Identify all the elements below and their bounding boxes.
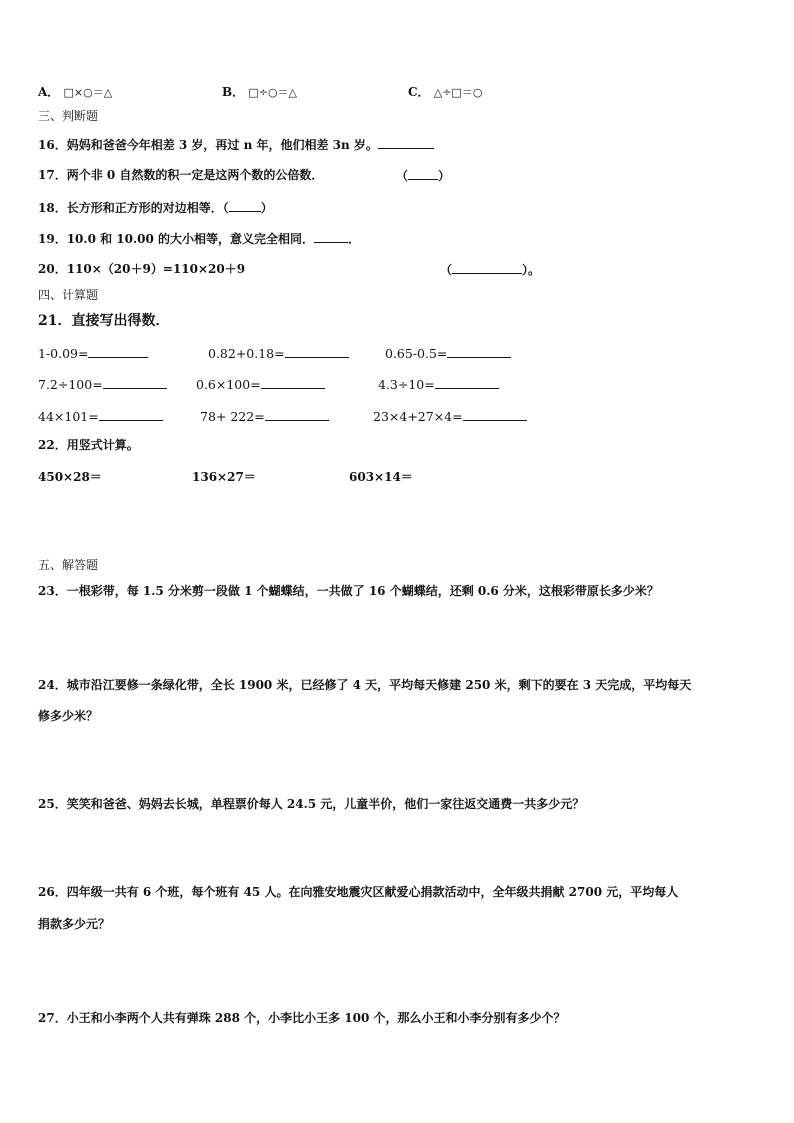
answer-blank[interactable] [285,345,349,358]
calc-item [38,376,167,393]
question-16-text: 16．妈妈和爸爸今年相差 3 岁，再过 n 年，他们相差 3n 岁。 [38,138,378,152]
answer-blank[interactable] [452,261,522,274]
calc-item [385,345,511,362]
option-c-expression: △÷□＝○ [433,86,483,99]
question-25: 25．笑笑和爸爸、妈妈去长城，单程票价每人 24.5 元，儿童半价，他们一家往返交通费一共多少元？ [38,797,585,811]
question-24-line-2: 修多少米？ [38,709,99,723]
calc-expression: 7.2÷100= [38,377,103,392]
calc-expression: 4.3÷10= [378,377,435,392]
option-b-letter: B． [222,85,245,99]
answer-blank[interactable] [88,345,148,358]
open-paren: （ [440,263,453,277]
question-20-text: 20．110×（20＋9）=110×20＋9 [38,262,246,276]
question-20 [38,261,245,277]
answer-blank[interactable] [378,136,434,149]
question-26-line-2: 捐款多少元？ [38,917,111,931]
calc-item [38,345,148,362]
section-3-title: 三、判断题 [38,109,99,123]
section-5-title: 五、解答题 [38,558,99,572]
calc-item [378,376,499,393]
option-a-letter: A． [38,85,60,99]
question-26-line-1: 26．四年级一共有 6 个班，每个班有 45 人。在向雅安地震灾区献爱心捐款活动中，全年级共捐献 2700 元，平均每人 [38,885,679,899]
answer-blank[interactable] [435,376,499,389]
calc-expression: 0.6×100= [196,377,261,392]
calc-item [373,408,527,425]
vertical-calc-item: 450×28＝ [38,470,102,484]
question-17 [38,167,323,183]
question-21-title: 21．直接写出得数． [38,313,170,329]
question-17-text: 17．两个非 0 自然数的积一定是这两个数的公倍数． [38,168,324,182]
calc-expression: 44×101= [38,409,99,424]
calc-expression: 0.82+0.18= [208,346,285,361]
question-24-line-1: 24．城市沿江要修一条绿化带，全长 1900 米，已经修了 4 天，平均每天修建 250 米，剩下的要在 3 天完成，平均每天 [38,678,692,692]
answer-blank[interactable] [103,376,167,389]
question-27: 27．小王和小李两个人共有弹珠 288 个，小李比小王多 100 个，那么小王和小李分别有多少个？ [38,1011,566,1025]
question-19 [38,230,360,247]
option-a [38,84,112,101]
option-c [408,84,482,101]
question-18 [38,199,273,216]
answer-blank[interactable] [408,167,438,180]
question-23: 23．一根彩带，每 1.5 分米剪一段做 1 个蝴蝶结，一共做了 16 个蝴蝶结，还剩 0.6 分米，这根彩带原长多少米？ [38,584,659,598]
answer-blank[interactable] [447,345,511,358]
answer-blank[interactable] [314,230,348,243]
close-paren: ） [438,169,451,183]
close-paren: ） [260,201,273,215]
answer-blank[interactable] [99,408,163,421]
calc-expression: 0.65-0.5= [385,346,448,361]
period: ． [348,232,361,246]
question-20-answer [440,261,540,278]
question-16 [38,136,434,153]
option-b [222,84,297,101]
question-17-answer [396,167,450,184]
calc-item [38,408,163,425]
close-paren: ）。 [522,263,541,277]
calc-item [196,376,325,393]
answer-blank[interactable] [265,408,329,421]
calc-expression: 78+ 222= [200,409,265,424]
calc-item [200,408,329,425]
open-paren: （ [396,169,409,183]
question-18-text: 18．长方形和正方形的对边相等．（ [38,201,229,215]
section-4-title: 四、计算题 [38,288,99,302]
answer-blank[interactable] [463,408,527,421]
vertical-calc-item: 136×27＝ [192,470,256,484]
option-a-expression: □×○＝△ [63,86,113,99]
calc-expression: 1-0.09= [38,346,89,361]
calc-expression: 23×4+27×4= [373,409,463,424]
option-b-expression: □÷○＝△ [248,86,298,99]
answer-blank[interactable] [229,199,261,212]
answer-blank[interactable] [261,376,325,389]
vertical-calc-item: 603×14＝ [349,470,413,484]
option-c-letter: C． [408,85,430,99]
question-22-title: 22．用竖式计算。 [38,438,139,452]
calc-item [208,345,349,362]
question-19-text: 19．10.0 和 10.00 的大小相等，意义完全相同． [38,232,315,246]
